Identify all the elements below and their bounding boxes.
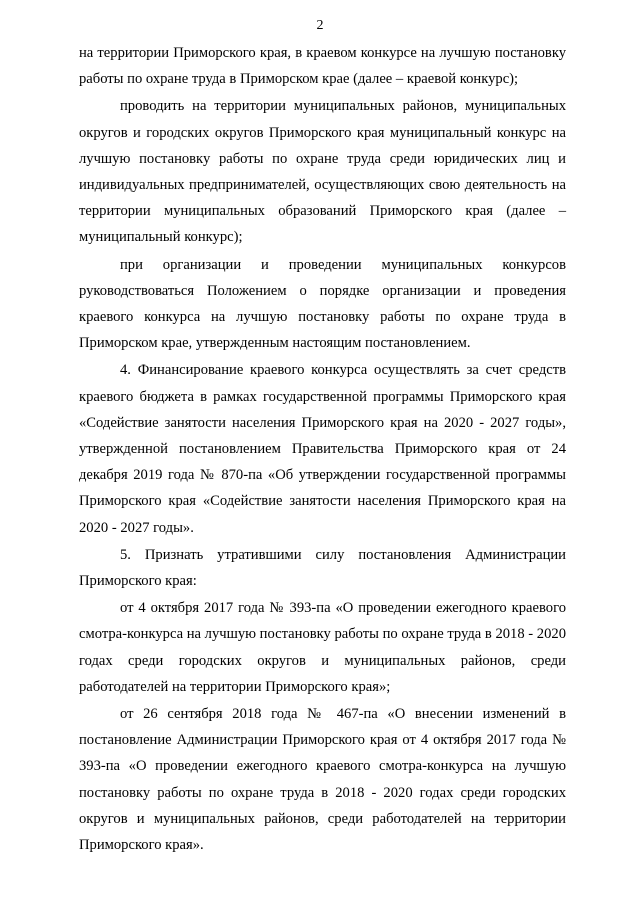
- paragraph-organization-rules: при организации и проведении муниципальных конкурсов руководствоваться Положением о порядке организации и проведения краевого конкурса на лучшую постановку работы по охране труда в Приморском крае, утвержденным настоящим постановлением.: [79, 256, 566, 352]
- paragraph-municipal-contest: проводить на территории муниципальных районов, муниципальных округов и городских округов Приморского края муниципальный конкурс на лучшую постановку работы по охране труда среди юридических лиц и индивидуальных предпринимателей, осуществляющих свою деятельность на территории муниципальных образований Приморского края (далее – муниципальный конкурс);: [79, 98, 566, 246]
- paragraph-continuation: на территории Приморского края, в краевом конкурсе на лучшую постановку работы по охране труда в Приморском крае (далее – краевой конкурс);: [79, 45, 566, 88]
- paragraph-repeal-393-pa: от 4 октября 2017 года № 393-па «О проведении ежегодного краевого смотра-конкурса на лучшую постановку работы по охране труда в 2018 - 2020 годах среди городских округов и муниципальных районов, среди работодателей на территории Приморского края»;: [79, 600, 566, 695]
- document-body: [79, 40, 566, 858]
- paragraph-item-5-repeal: 5. Признать утратившими силу постановления Администрации Приморского края:: [79, 546, 566, 590]
- paragraph-item-4-financing: 4. Финансирование краевого конкурса осуществлять за счет средств краевого бюджета в рамках государственной программы Приморского края «Содействие занятости населения Приморского края на 2020 - 2027 годы», утвержденной постановлением Правительства Приморского края от 24 декабря 2019 года № 870-па «Об утверждении государственной программы Приморского края «Содействие занятости населения Приморского края на 2020 - 2027 годы».: [79, 362, 566, 536]
- page-number: 2: [316, 18, 324, 33]
- paragraph-repeal-467-pa: от 26 сентября 2018 года № 467-па «О внесении изменений в постановление Администрации Приморского края от 4 октября 2017 года № 393-па «О проведении ежегодного краевого смотра-конкурса на лучшую постановку работы по охране труда в 2018 - 2020 годах среди городских округов и муниципальных районов, среди работодателей на территории Приморского края».: [79, 706, 566, 854]
